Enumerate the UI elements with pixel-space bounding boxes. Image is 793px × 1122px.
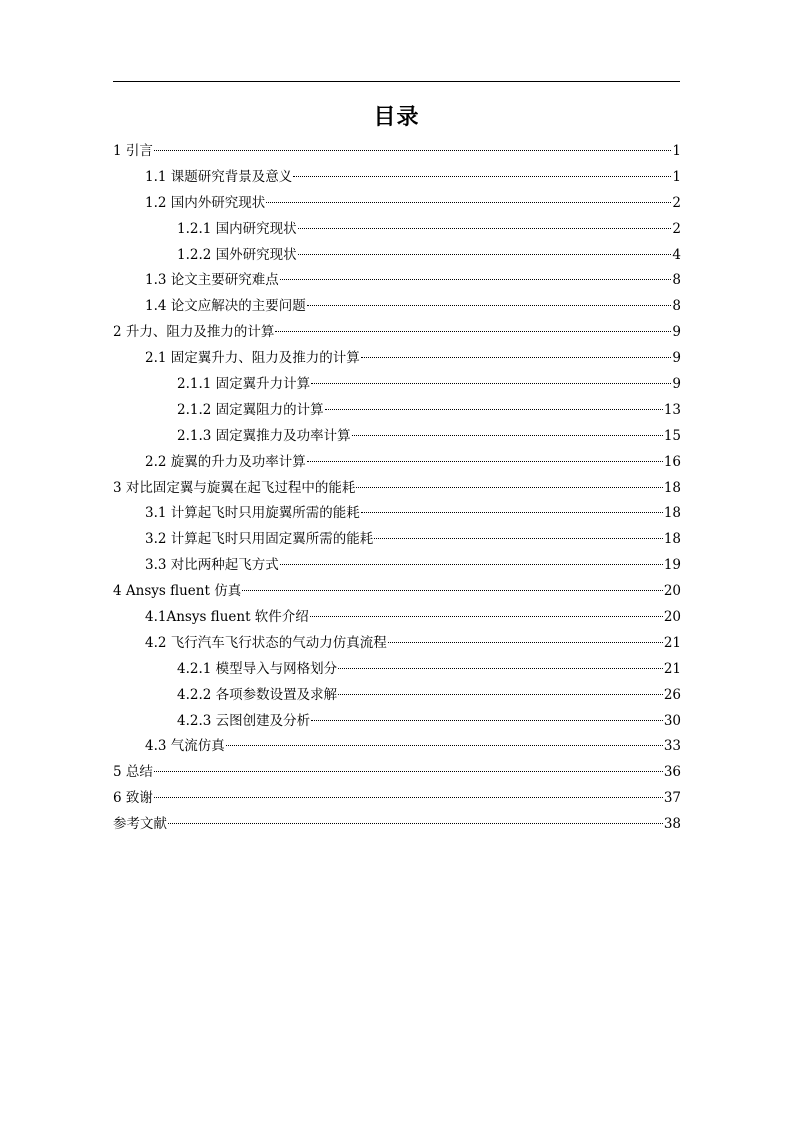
toc-entry-title: 3.1 计算起飞时只用旋翼所需的能耗 [145,505,360,522]
toc-entry-title: 4.2 飞行汽车飞行状态的气动力仿真流程 [145,634,387,651]
toc-entry[interactable] [113,527,681,553]
toc-entry-page: 33 [663,738,681,755]
toc-entry[interactable] [113,579,681,605]
toc-entry-title: 1.3 论文主要研究难点 [145,272,279,289]
toc-entry-page: 19 [663,557,681,574]
toc-entry[interactable] [113,450,681,476]
dot-leader [275,331,671,332]
dot-leader [361,512,663,513]
dot-leader [388,642,663,643]
toc-entry[interactable] [113,424,681,450]
toc-entry[interactable] [113,243,681,269]
toc-entry[interactable] [113,139,681,165]
toc-entry-page: 18 [663,505,681,522]
dot-leader [168,823,663,824]
toc-entry-page: 9 [672,324,681,341]
table-of-contents [113,139,681,838]
toc-entry-title: 3 对比固定翼与旋翼在起飞过程中的能耗 [113,479,356,496]
toc-entry[interactable] [113,553,681,579]
dot-leader [242,590,663,591]
toc-entry-page: 4 [672,246,681,263]
toc-entry-page: 8 [672,272,681,289]
dot-leader [226,745,663,746]
dot-leader [307,305,672,306]
toc-entry[interactable] [113,268,681,294]
toc-entry[interactable] [113,165,681,191]
toc-entry[interactable] [113,683,681,709]
toc-entry-title: 4.2.1 模型导入与网格划分 [177,660,338,677]
toc-entry[interactable] [113,191,681,217]
toc-entry-page: 18 [663,479,681,496]
dot-leader [154,150,672,151]
toc-entry-page: 9 [672,376,681,393]
toc-entry-title: 4.1Ansys fluent 软件介绍 [145,609,309,626]
toc-entry-page: 9 [672,350,681,367]
toc-entry-title: 2 升力、阻力及推力的计算 [113,324,275,341]
toc-entry-page: 16 [663,453,681,470]
dot-leader [154,771,663,772]
toc-entry[interactable] [113,501,681,527]
toc-entry-title: 1 引言 [113,143,153,159]
toc-entry[interactable] [113,476,681,502]
toc-entry-title: 1.4 论文应解决的主要问题 [145,298,306,315]
toc-entry-page: 20 [663,609,681,626]
toc-entry-title: 3.2 计算起飞时只用固定翼所需的能耗 [145,531,374,548]
toc-entry-page: 30 [663,712,681,729]
dot-leader [266,202,671,203]
dot-leader [374,538,663,539]
toc-entry-title: 2.1.1 固定翼升力计算 [177,376,311,393]
dot-leader [361,357,672,358]
toc-entry-page: 21 [663,634,681,651]
dot-leader [311,720,663,721]
toc-entry-page: 38 [663,816,681,833]
toc-entry[interactable] [113,398,681,424]
toc-entry-title: 2.2 旋翼的升力及功率计算 [145,453,306,470]
toc-entry-page: 8 [672,298,681,315]
toc-entry-title: 2.1.3 固定翼推力及功率计算 [177,427,351,444]
toc-entry[interactable] [113,631,681,657]
header-rule [113,81,680,82]
toc-entry-page: 13 [663,401,681,418]
toc-entry-page: 21 [663,660,681,677]
toc-entry-page: 20 [663,583,681,600]
dot-leader [154,797,663,798]
dot-leader [325,409,663,410]
toc-entry-title: 3.3 对比两种起飞方式 [145,557,279,574]
dot-leader [352,435,663,436]
toc-entry[interactable] [113,346,681,372]
toc-entry-page: 37 [663,790,681,807]
toc-entry[interactable] [113,294,681,320]
toc-entry[interactable] [113,734,681,760]
toc-entry-page: 2 [672,194,681,211]
toc-entry-page: 2 [672,220,681,237]
dot-leader [280,279,672,280]
toc-entry-page: 1 [672,143,681,159]
toc-entry[interactable] [113,605,681,631]
dot-leader [298,228,672,229]
toc-entry[interactable] [113,760,681,786]
toc-entry-title: 1.2.1 国内研究现状 [177,220,297,237]
dot-leader [311,383,671,384]
toc-entry[interactable] [113,320,681,346]
toc-entry-title: 2.1 固定翼升力、阻力及推力的计算 [145,350,360,367]
toc-entry[interactable] [113,372,681,398]
dot-leader [293,176,671,177]
toc-entry-title: 1.2 国内外研究现状 [145,194,266,211]
dot-leader [280,564,663,565]
dot-leader [298,254,672,255]
toc-entry-title: 参考文献 [113,816,167,833]
toc-entry[interactable] [113,786,681,812]
toc-entry-title: 4.2.3 云图创建及分析 [177,712,311,729]
toc-entry[interactable] [113,657,681,683]
toc-entry-title: 1.2.2 国外研究现状 [177,246,297,263]
toc-entry-page: 1 [672,168,681,185]
dot-leader [338,694,663,695]
toc-entry[interactable] [113,709,681,735]
toc-entry-title: 1.1 课题研究背景及意义 [145,168,293,185]
toc-entry-title: 4.2.2 各项参数设置及求解 [177,686,338,703]
dot-leader [356,487,662,488]
toc-entry[interactable] [113,812,681,838]
toc-entry-page: 36 [663,764,681,781]
dot-leader [310,616,663,617]
toc-entry-title: 5 总结 [113,764,153,781]
toc-entry-title: 2.1.2 固定翼阻力的计算 [177,401,324,418]
dot-leader [338,668,663,669]
dot-leader [307,461,663,462]
toc-entry-title: 4.3 气流仿真 [145,738,225,755]
toc-title: 目录 [373,105,420,130]
toc-entry-title: 6 致谢 [113,790,153,807]
toc-entry-title: 4 Ansys fluent 仿真 [113,583,242,600]
toc-entry[interactable] [113,217,681,243]
toc-entry-page: 18 [663,531,681,548]
toc-entry-page: 15 [663,427,681,444]
toc-entry-page: 26 [663,686,681,703]
